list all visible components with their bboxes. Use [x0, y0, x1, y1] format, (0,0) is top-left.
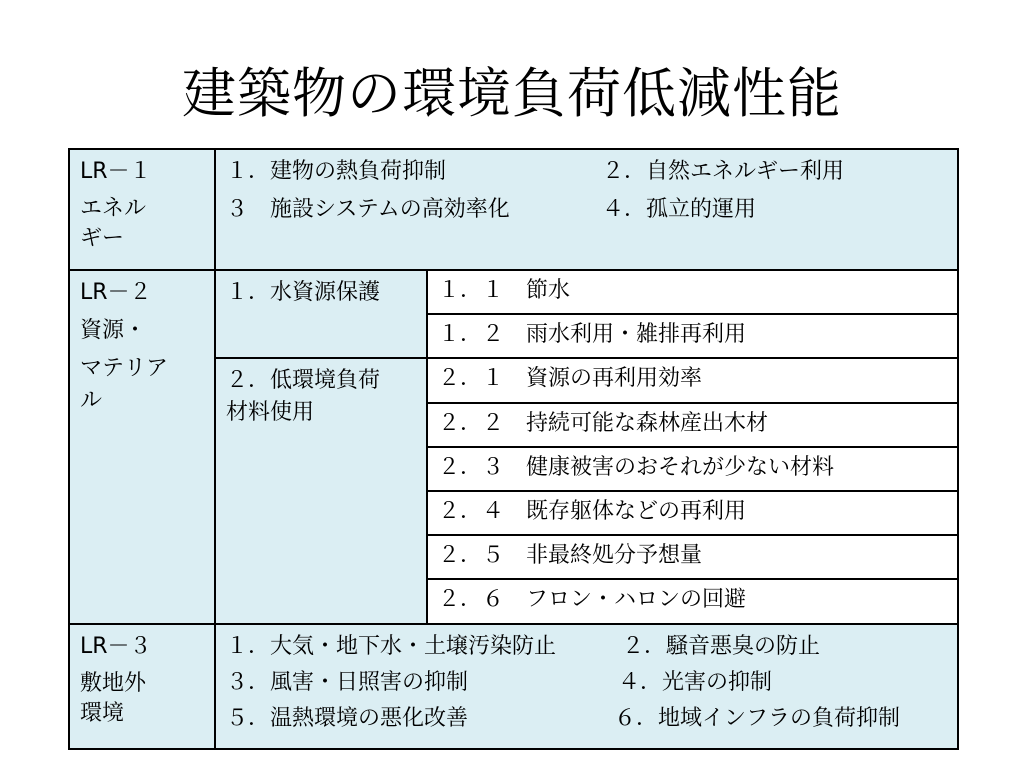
lr2-item-cell [427, 314, 958, 358]
lr1-label-line: ギー [80, 226, 125, 251]
lr3-item: ２．騒音悪臭の防止 [622, 634, 821, 659]
lr-table [68, 148, 959, 750]
lr3-label-cell [69, 624, 215, 749]
lr3-item: ３．風害・日照害の抑制 [226, 670, 469, 695]
lr2-item: ２．６ フロン・ハロンの回避 [438, 587, 747, 612]
lr2-label-cell [69, 270, 215, 624]
lr2-item: ２．３ 健康被害のおそれが少ない材料 [438, 455, 835, 480]
lr3-items-cell [215, 624, 958, 749]
lr2-item: ２．５ 非最終処分予想量 [438, 543, 703, 568]
lr3-label-line: 環境 [80, 701, 125, 726]
lr1-item: ４．孤立的運用 [602, 197, 757, 222]
lr1-items-cell [215, 149, 958, 270]
lr2-item-cell [427, 491, 958, 535]
lr3-item: ５．温熱環境の悪化改善 [226, 706, 469, 731]
lr2-item: ２．２ 持続可能な森林産出木材 [438, 411, 769, 436]
lr3-item: １．大気・地下水・土壌汚染防止 [226, 634, 557, 659]
lr3-item-pair [226, 667, 947, 699]
lr1-item-pair [226, 156, 947, 188]
lr2-item-cell [427, 403, 958, 447]
lr2-label-line: ル [80, 388, 103, 413]
lr2-item-cell [427, 535, 958, 579]
lr3-row [69, 624, 958, 749]
lr2-row [69, 270, 958, 314]
lr1-item: ３ 施設システムの高効率化 [226, 197, 510, 222]
lr2-item: １．１ 節水 [438, 278, 571, 303]
lr2-group-label: 材料使用 [226, 400, 315, 425]
lr3-item-pair [226, 703, 947, 735]
lr3-item-pair [226, 631, 947, 663]
lr2-group-label: ２．低環境負荷 [226, 368, 381, 393]
lr2-item: ２．４ 既存躯体などの再利用 [438, 499, 747, 524]
lr2-group-label: １．水資源保護 [226, 280, 381, 305]
lr1-row [69, 149, 958, 270]
lr1-item-pair [226, 194, 947, 226]
lr2-item-cell [427, 447, 958, 491]
lr2-group-label-cell [215, 270, 427, 358]
lr2-label-line: LR－２ [80, 280, 152, 305]
lr2-item-cell [427, 358, 958, 403]
lr2-item-cell [427, 579, 958, 624]
lr3-label-line: LR－３ [80, 634, 152, 659]
lr3-label-line: 敷地外 [80, 671, 147, 696]
lr2-group-label-cell [215, 358, 427, 624]
lr2-item: ２．１ 資源の再利用効率 [438, 366, 703, 391]
lr2-label-line: マテリア [80, 356, 169, 381]
lr1-item: １．建物の熱負荷抑制 [226, 159, 447, 184]
slide-title: 建築物の環境負荷低減性能 [182, 62, 842, 125]
lr2-item-cell [427, 270, 958, 314]
lr3-item: ６．地域インフラの負荷抑制 [614, 706, 901, 731]
lr2-item: １．２ 雨水利用・雑排再利用 [438, 322, 747, 347]
lr3-item: ４．光害の抑制 [618, 670, 773, 695]
lr1-label-line: LR－１ [80, 159, 152, 184]
lr1-label-cell [69, 149, 215, 270]
lr2-label-line: 資源・ [80, 318, 147, 343]
lr1-label-line: エネル [80, 196, 147, 221]
lr1-item: ２．自然エネルギー利用 [602, 159, 845, 184]
